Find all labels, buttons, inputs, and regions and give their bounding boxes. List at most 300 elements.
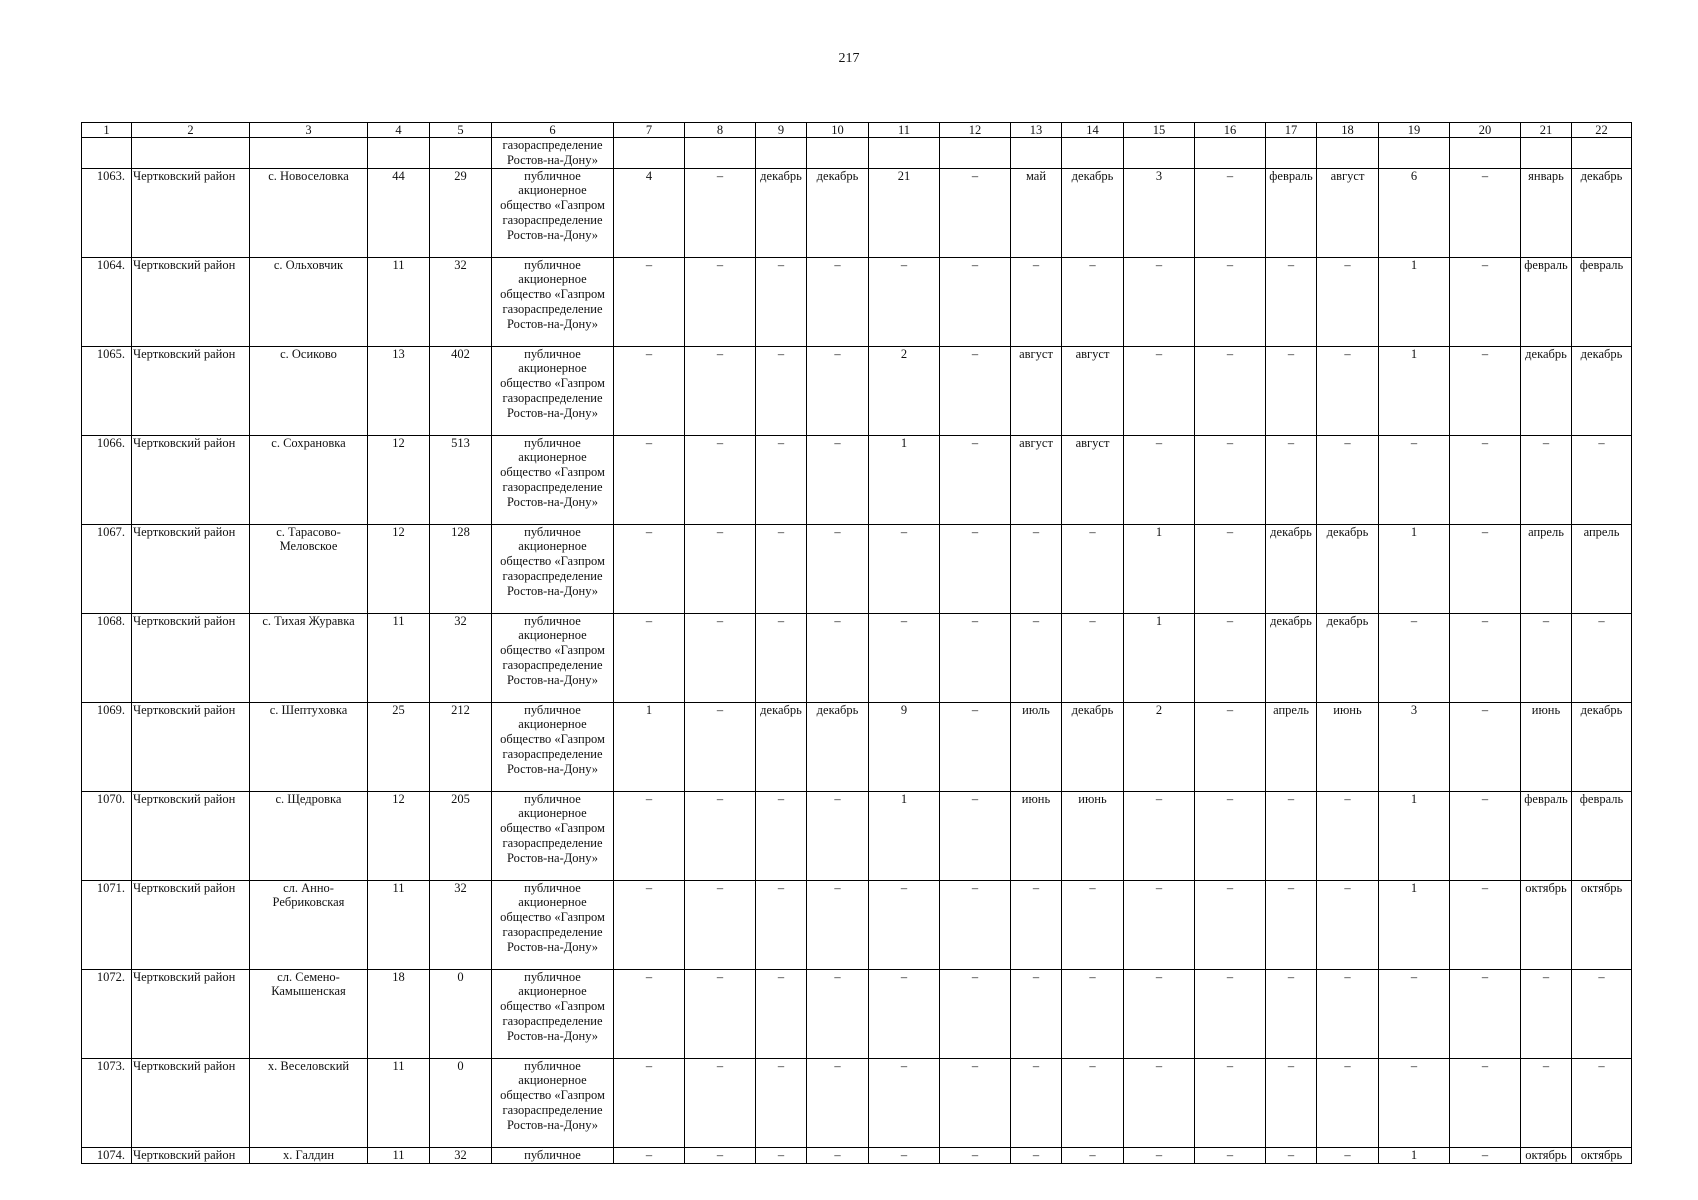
cell-col-18: август	[1317, 168, 1379, 257]
cell-settlement: с. Ольховчик	[250, 257, 368, 346]
cell-col-21: январь	[1521, 168, 1572, 257]
cell-col-10: –	[807, 613, 869, 702]
column-number: 20	[1450, 123, 1521, 138]
cell-col-15: –	[1124, 1058, 1195, 1147]
cell-row-number: 1066.	[82, 435, 132, 524]
cell-col-19: –	[1379, 969, 1450, 1058]
cell-settlement: х. Веселовский	[250, 1058, 368, 1147]
cell-col-15: 1	[1124, 524, 1195, 613]
cell-col-4: 44	[368, 168, 430, 257]
column-number: 7	[614, 123, 685, 138]
cell-col-18: –	[1317, 1058, 1379, 1147]
table-row	[82, 791, 1632, 880]
cell-col-9: –	[756, 524, 807, 613]
cell-col-18: –	[1317, 257, 1379, 346]
cell-col-22: –	[1572, 969, 1632, 1058]
empty-cell	[250, 138, 368, 169]
table-row	[82, 1058, 1632, 1147]
cell-settlement: с. Щедровка	[250, 791, 368, 880]
cell-row-number: 1067.	[82, 524, 132, 613]
cell-col-19: 1	[1379, 791, 1450, 880]
cell-row-number: 1069.	[82, 702, 132, 791]
cell-col-14: –	[1062, 880, 1124, 969]
cell-col-20: –	[1450, 435, 1521, 524]
cell-col-11: 1	[869, 435, 940, 524]
cell-col-8: –	[685, 168, 756, 257]
cell-col-9: декабрь	[756, 702, 807, 791]
cell-col-18: декабрь	[1317, 524, 1379, 613]
cell-col-9: –	[756, 1147, 807, 1163]
cell-district: Чертковский район	[132, 969, 250, 1058]
cell-col-5: 29	[430, 168, 492, 257]
cell-settlement: с. Тарасово-Меловское	[250, 524, 368, 613]
empty-cell	[1572, 138, 1632, 169]
cell-col-17: декабрь	[1266, 613, 1317, 702]
cell-col-7: –	[614, 613, 685, 702]
column-number-row	[82, 123, 1632, 138]
cell-col-15: –	[1124, 1147, 1195, 1163]
cell-col-16: –	[1195, 257, 1266, 346]
cell-col-8: –	[685, 257, 756, 346]
cell-col-7: –	[614, 524, 685, 613]
cell-col-13: –	[1011, 1058, 1062, 1147]
cell-district: Чертковский район	[132, 1058, 250, 1147]
cell-col-16: –	[1195, 1147, 1266, 1163]
cell-col-16: –	[1195, 435, 1266, 524]
cell-col-5: 32	[430, 613, 492, 702]
cell-col-11: 9	[869, 702, 940, 791]
cell-col-8: –	[685, 346, 756, 435]
cell-col-14: август	[1062, 346, 1124, 435]
cell-col-21: октябрь	[1521, 1147, 1572, 1163]
cell-col-14: декабрь	[1062, 168, 1124, 257]
cell-col-14: декабрь	[1062, 702, 1124, 791]
cell-col-20: –	[1450, 702, 1521, 791]
cell-settlement: с. Сохрановка	[250, 435, 368, 524]
cell-col-22: декабрь	[1572, 702, 1632, 791]
cell-col-8: –	[685, 1147, 756, 1163]
cell-col-5: 32	[430, 1147, 492, 1163]
cell-row-number: 1070.	[82, 791, 132, 880]
empty-cell	[756, 138, 807, 169]
cell-col-10: –	[807, 524, 869, 613]
column-number: 12	[940, 123, 1011, 138]
cell-col-4: 11	[368, 1147, 430, 1163]
empty-cell	[430, 138, 492, 169]
cell-col-7: 1	[614, 702, 685, 791]
cell-col-20: –	[1450, 880, 1521, 969]
cell-col-13: –	[1011, 524, 1062, 613]
cell-operator: публичное акционерное общество «Газпром газораспределение Ростов-на-Дону»	[492, 969, 614, 1058]
cell-row-number: 1068.	[82, 613, 132, 702]
cell-col-12: –	[940, 702, 1011, 791]
table-row	[82, 346, 1632, 435]
cell-row-number: 1071.	[82, 880, 132, 969]
cell-col-17: –	[1266, 1058, 1317, 1147]
column-number: 19	[1379, 123, 1450, 138]
empty-cell	[940, 138, 1011, 169]
column-number: 22	[1572, 123, 1632, 138]
cell-col-15: 2	[1124, 702, 1195, 791]
cell-col-5: 32	[430, 880, 492, 969]
cell-col-17: –	[1266, 257, 1317, 346]
column-number: 15	[1124, 123, 1195, 138]
column-number: 4	[368, 123, 430, 138]
cell-col-14: –	[1062, 524, 1124, 613]
cell-col-4: 25	[368, 702, 430, 791]
cell-col-20: –	[1450, 257, 1521, 346]
cell-operator: публичное акционерное общество «Газпром газораспределение Ростов-на-Дону»	[492, 346, 614, 435]
cell-district: Чертковский район	[132, 1147, 250, 1163]
cell-operator: публичное акционерное общество «Газпром газораспределение Ростов-на-Дону»	[492, 257, 614, 346]
cell-col-17: –	[1266, 880, 1317, 969]
cell-col-22: –	[1572, 1058, 1632, 1147]
cell-col-20: –	[1450, 524, 1521, 613]
cell-col-10: –	[807, 1147, 869, 1163]
column-number: 5	[430, 123, 492, 138]
cell-col-5: 32	[430, 257, 492, 346]
cell-col-15: –	[1124, 257, 1195, 346]
cell-col-18: –	[1317, 969, 1379, 1058]
cell-col-14: –	[1062, 1147, 1124, 1163]
cell-col-9: –	[756, 257, 807, 346]
cell-col-21: –	[1521, 613, 1572, 702]
cell-col-9: декабрь	[756, 168, 807, 257]
cell-col-7: –	[614, 1147, 685, 1163]
column-number: 2	[132, 123, 250, 138]
cell-operator: публичное акционерное общество «Газпром газораспределение Ростов-на-Дону»	[492, 880, 614, 969]
cell-col-7: –	[614, 1058, 685, 1147]
cell-col-17: –	[1266, 1147, 1317, 1163]
cell-col-11: –	[869, 524, 940, 613]
cell-col-18: –	[1317, 1147, 1379, 1163]
cell-col-8: –	[685, 435, 756, 524]
cell-col-9: –	[756, 1058, 807, 1147]
table-row	[82, 969, 1632, 1058]
cell-col-13: –	[1011, 1147, 1062, 1163]
cell-col-12: –	[940, 1058, 1011, 1147]
cell-col-10: декабрь	[807, 702, 869, 791]
cell-col-11: 1	[869, 791, 940, 880]
cell-col-11: –	[869, 1147, 940, 1163]
cell-col-17: декабрь	[1266, 524, 1317, 613]
cell-col-18: –	[1317, 880, 1379, 969]
cell-col-10: –	[807, 880, 869, 969]
cell-col-8: –	[685, 969, 756, 1058]
cell-col-11: –	[869, 880, 940, 969]
cell-row-number: 1065.	[82, 346, 132, 435]
column-number: 10	[807, 123, 869, 138]
cell-col-5: 212	[430, 702, 492, 791]
cell-col-4: 11	[368, 257, 430, 346]
cell-row-number: 1072.	[82, 969, 132, 1058]
cell-district: Чертковский район	[132, 346, 250, 435]
cell-col-14: июнь	[1062, 791, 1124, 880]
cell-col-13: –	[1011, 613, 1062, 702]
cell-col-5: 513	[430, 435, 492, 524]
cell-col-14: –	[1062, 613, 1124, 702]
cell-col-21: –	[1521, 435, 1572, 524]
cell-col-20: –	[1450, 168, 1521, 257]
cell-col-21: февраль	[1521, 791, 1572, 880]
cell-col-13: июнь	[1011, 791, 1062, 880]
cell-col-17: –	[1266, 969, 1317, 1058]
cell-col-14: –	[1062, 257, 1124, 346]
empty-cell	[82, 138, 132, 169]
cell-col-5: 0	[430, 1058, 492, 1147]
cell-col-22: октябрь	[1572, 1147, 1632, 1163]
cell-col-22: декабрь	[1572, 346, 1632, 435]
cell-col-5: 128	[430, 524, 492, 613]
cell-col-8: –	[685, 791, 756, 880]
cell-col-8: –	[685, 702, 756, 791]
table-row	[82, 702, 1632, 791]
column-number: 16	[1195, 123, 1266, 138]
table-row	[82, 257, 1632, 346]
cell-col-15: –	[1124, 435, 1195, 524]
empty-cell	[132, 138, 250, 169]
cell-col-18: декабрь	[1317, 613, 1379, 702]
empty-cell	[869, 138, 940, 169]
cell-operator: публичное акционерное общество «Газпром газораспределение Ростов-на-Дону»	[492, 1058, 614, 1147]
empty-cell	[1124, 138, 1195, 169]
cell-col-7: –	[614, 257, 685, 346]
cell-operator: публичное акционерное общество «Газпром газораспределение Ростов-на-Дону»	[492, 613, 614, 702]
cell-col-18: июнь	[1317, 702, 1379, 791]
cell-col-15: 1	[1124, 613, 1195, 702]
cell-col-19: –	[1379, 1058, 1450, 1147]
cell-col-12: –	[940, 168, 1011, 257]
cell-col-12: –	[940, 791, 1011, 880]
cell-col-22: –	[1572, 613, 1632, 702]
column-number: 9	[756, 123, 807, 138]
column-number: 11	[869, 123, 940, 138]
cell-col-20: –	[1450, 346, 1521, 435]
column-number: 3	[250, 123, 368, 138]
cell-col-20: –	[1450, 613, 1521, 702]
cell-col-11: 21	[869, 168, 940, 257]
cell-col-9: –	[756, 346, 807, 435]
cell-col-15: 3	[1124, 168, 1195, 257]
cell-col-17: –	[1266, 346, 1317, 435]
cell-row-number: 1063.	[82, 168, 132, 257]
cell-col-10: –	[807, 969, 869, 1058]
cell-col-11: –	[869, 1058, 940, 1147]
table-row	[82, 524, 1632, 613]
cell-col-19: –	[1379, 613, 1450, 702]
table-row	[82, 613, 1632, 702]
cell-col-7: –	[614, 880, 685, 969]
cell-row-number: 1064.	[82, 257, 132, 346]
cell-col-11: 2	[869, 346, 940, 435]
schedule-table	[81, 122, 1632, 1164]
cell-col-10: –	[807, 435, 869, 524]
cell-col-10: –	[807, 791, 869, 880]
cell-col-5: 402	[430, 346, 492, 435]
cell-col-19: 1	[1379, 346, 1450, 435]
cell-col-13: август	[1011, 346, 1062, 435]
cell-col-16: –	[1195, 791, 1266, 880]
cell-col-7: –	[614, 346, 685, 435]
cell-col-4: 11	[368, 613, 430, 702]
column-number: 6	[492, 123, 614, 138]
cell-col-21: октябрь	[1521, 880, 1572, 969]
cell-col-13: май	[1011, 168, 1062, 257]
empty-cell	[614, 138, 685, 169]
cell-col-4: 12	[368, 435, 430, 524]
cell-col-9: –	[756, 880, 807, 969]
cell-col-13: –	[1011, 880, 1062, 969]
cell-col-13: –	[1011, 257, 1062, 346]
column-number: 1	[82, 123, 132, 138]
cell-operator: публичное	[492, 1147, 614, 1163]
cell-col-4: 11	[368, 880, 430, 969]
cell-district: Чертковский район	[132, 524, 250, 613]
cell-col-4: 12	[368, 524, 430, 613]
cell-col-11: –	[869, 613, 940, 702]
column-number: 14	[1062, 123, 1124, 138]
cell-settlement: сл. Анно-Ребриковская	[250, 880, 368, 969]
cell-col-9: –	[756, 791, 807, 880]
cell-district: Чертковский район	[132, 257, 250, 346]
cell-col-7: –	[614, 791, 685, 880]
cell-col-16: –	[1195, 613, 1266, 702]
cell-district: Чертковский район	[132, 435, 250, 524]
cell-col-11: –	[869, 257, 940, 346]
cell-col-19: 1	[1379, 880, 1450, 969]
cell-col-21: декабрь	[1521, 346, 1572, 435]
cell-district: Чертковский район	[132, 168, 250, 257]
table-row	[82, 168, 1632, 257]
cell-settlement: с. Шептуховка	[250, 702, 368, 791]
cell-col-13: июль	[1011, 702, 1062, 791]
cell-district: Чертковский район	[132, 880, 250, 969]
cell-col-10: –	[807, 1058, 869, 1147]
cell-col-7: –	[614, 969, 685, 1058]
cell-col-22: февраль	[1572, 791, 1632, 880]
cell-col-20: –	[1450, 791, 1521, 880]
cell-col-19: 1	[1379, 1147, 1450, 1163]
cell-col-15: –	[1124, 346, 1195, 435]
empty-cell	[1317, 138, 1379, 169]
cell-col-19: 3	[1379, 702, 1450, 791]
cell-col-18: –	[1317, 346, 1379, 435]
cell-col-12: –	[940, 613, 1011, 702]
cell-col-4: 11	[368, 1058, 430, 1147]
cell-col-18: –	[1317, 435, 1379, 524]
cell-col-12: –	[940, 969, 1011, 1058]
empty-cell	[1011, 138, 1062, 169]
cell-col-22: декабрь	[1572, 168, 1632, 257]
cell-col-7: –	[614, 435, 685, 524]
cell-col-21: июнь	[1521, 702, 1572, 791]
cell-col-13: –	[1011, 969, 1062, 1058]
cell-col-21: –	[1521, 1058, 1572, 1147]
cell-operator: публичное акционерное общество «Газпром газораспределение Ростов-на-Дону»	[492, 791, 614, 880]
empty-cell	[1195, 138, 1266, 169]
cell-col-5: 0	[430, 969, 492, 1058]
cell-row-number: 1074.	[82, 1147, 132, 1163]
cell-col-16: –	[1195, 1058, 1266, 1147]
cell-col-19: 1	[1379, 257, 1450, 346]
empty-cell	[1266, 138, 1317, 169]
empty-cell	[368, 138, 430, 169]
cell-col-20: –	[1450, 1058, 1521, 1147]
cell-col-14: –	[1062, 969, 1124, 1058]
cell-col-16: –	[1195, 346, 1266, 435]
empty-cell	[1521, 138, 1572, 169]
cell-settlement: с. Осиково	[250, 346, 368, 435]
cell-operator: публичное акционерное общество «Газпром газораспределение Ростов-на-Дону»	[492, 168, 614, 257]
cell-district: Чертковский район	[132, 791, 250, 880]
cell-col-22: февраль	[1572, 257, 1632, 346]
cell-operator: публичное акционерное общество «Газпром газораспределение Ростов-на-Дону»	[492, 435, 614, 524]
cell-col-17: –	[1266, 791, 1317, 880]
cell-col-8: –	[685, 524, 756, 613]
cell-settlement: с. Тихая Журавка	[250, 613, 368, 702]
cell-col-22: апрель	[1572, 524, 1632, 613]
column-number: 8	[685, 123, 756, 138]
cell-col-10: –	[807, 257, 869, 346]
cell-col-9: –	[756, 969, 807, 1058]
cell-col-20: –	[1450, 969, 1521, 1058]
column-number: 21	[1521, 123, 1572, 138]
cell-col-12: –	[940, 524, 1011, 613]
cell-col-9: –	[756, 613, 807, 702]
cell-col-15: –	[1124, 969, 1195, 1058]
empty-cell	[1450, 138, 1521, 169]
cell-col-13: август	[1011, 435, 1062, 524]
cell-col-8: –	[685, 613, 756, 702]
cell-col-7: 4	[614, 168, 685, 257]
table-row	[82, 435, 1632, 524]
cell-col-5: 205	[430, 791, 492, 880]
cell-settlement: х. Галдин	[250, 1147, 368, 1163]
cell-col-19: –	[1379, 435, 1450, 524]
cell-col-18: –	[1317, 791, 1379, 880]
cell-col-4: 13	[368, 346, 430, 435]
cell-col-9: –	[756, 435, 807, 524]
cell-col-12: –	[940, 346, 1011, 435]
cell-col-8: –	[685, 1058, 756, 1147]
cell-col-16: –	[1195, 880, 1266, 969]
cell-col-4: 12	[368, 791, 430, 880]
cell-col-12: –	[940, 257, 1011, 346]
cell-col-16: –	[1195, 524, 1266, 613]
cell-col-15: –	[1124, 791, 1195, 880]
cell-col-10: –	[807, 346, 869, 435]
continuation-row	[82, 138, 1632, 169]
cell-col-12: –	[940, 435, 1011, 524]
empty-cell	[1379, 138, 1450, 169]
column-number: 18	[1317, 123, 1379, 138]
cell-col-10: декабрь	[807, 168, 869, 257]
cell-col-17: апрель	[1266, 702, 1317, 791]
cell-settlement: сл. Семено-Камышенская	[250, 969, 368, 1058]
cell-col-21: февраль	[1521, 257, 1572, 346]
cell-district: Чертковский район	[132, 613, 250, 702]
cell-col-21: –	[1521, 969, 1572, 1058]
cell-operator: публичное акционерное общество «Газпром газораспределение Ростов-на-Дону»	[492, 524, 614, 613]
cell-operator-continued: газораспределение Ростов-на-Дону»	[492, 138, 614, 169]
cell-row-number: 1073.	[82, 1058, 132, 1147]
cell-col-14: август	[1062, 435, 1124, 524]
cell-col-22: октябрь	[1572, 880, 1632, 969]
cell-col-19: 6	[1379, 168, 1450, 257]
column-number: 13	[1011, 123, 1062, 138]
cell-col-14: –	[1062, 1058, 1124, 1147]
cell-col-15: –	[1124, 880, 1195, 969]
